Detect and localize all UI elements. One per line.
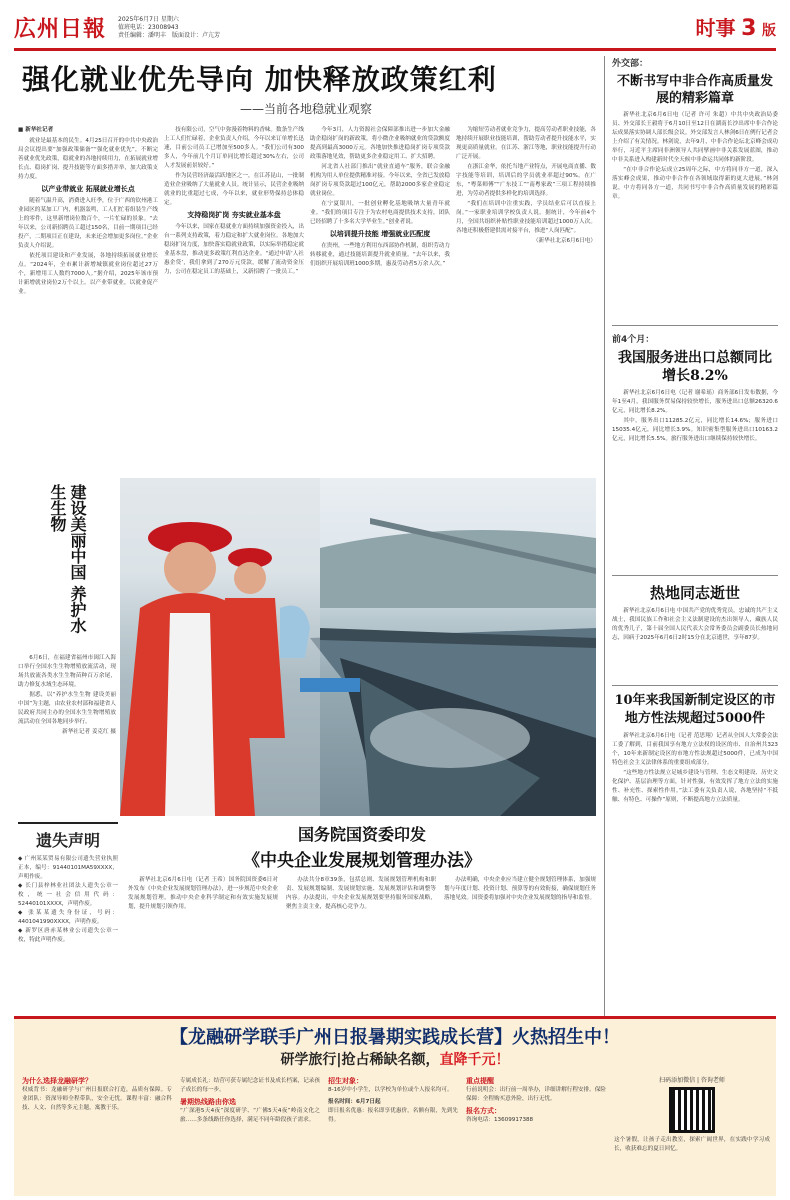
photo-scene [120, 478, 596, 816]
lost-notice [18, 822, 118, 1010]
masthead-meta [118, 16, 318, 40]
ad-block-text: 即日报名优惠：报名即享优惠价，名额有限，先到先得。 [328, 1108, 458, 1123]
article-body [612, 607, 778, 679]
ad-section [14, 1016, 776, 1196]
notice-item: ◆ 广州某某贸易有限公司遗失营业执照正本，编号：91440101MA59XXXX，声明作废。 [18, 856, 118, 880]
qr-label: 扫码添加微信 | 咨询老师 [659, 1077, 725, 1084]
lead-para: 在贵州，一些地方利用东西部协作机制，组织劳动力转移就业，通过技能培训提升就业质量。“去年以来，我们组织开展培训班1000多期，惠及劳动者5万余人次。” [310, 243, 450, 267]
page-number: 3 [741, 16, 757, 41]
ad-slogan [14, 1049, 776, 1069]
ad-block-text: 专属成长礼：结营可获专属纪念证书及成长档案，记录孩子成长的每一步。 [180, 1078, 320, 1093]
notice-item: ◆ 长门县梓林业社团法人遗失公章一枚，统一社会信用代码：52440101XXXX，声明作废。 [18, 883, 118, 907]
guoziwei-column-3 [444, 876, 596, 1010]
editor-credit: 责任编辑：潘明丰 [118, 32, 167, 39]
photo-caption-para: 据悉，以“养护水生生物 建设美丽中国”为主题，由农业农村部和福建省人民政府共同主办的全国水生生物增殖放流活动在全国各地同步举行。 [18, 692, 116, 725]
lead-para: 技有限公司，空气中弥漫着物料的香味。数条生产线上工人们忙碌着，企业负责人介绍，今年以来订单增长迅速，目前公司员工已增加至500多人。“我们公司有300多人，今年前几个月订单同比增长超过30%左右，公司人才发展前景较好。” [164, 127, 304, 169]
lead-para: 在宁夏银川，一批创业孵化基地吸纳大量青年就业。“我们的项目专注于为农村电商提供技术支持，团队已经招聘了十多名大学毕业生。”创业者说。 [310, 201, 450, 225]
article-kicker: 前4个月： [612, 335, 655, 345]
guoziwei-para: 办法明确，中央企业应当建立健全规划管理体系，加强规划与年度计划、投资计划、预算等的有效衔接，确保规划任务落地见效。国资委将加强对中央企业发展规划的指导和监督。 [444, 877, 596, 901]
ad-block-title: 为什么选择龙融研学？ [22, 1077, 92, 1085]
ad-block-notes [466, 1077, 606, 1195]
article-para: 其中，服务出口11285.2亿元，同比增长14.6%；服务进口15035.4亿元，同比增长3.9%。知识密集型服务进出口10163.2亿元，同比增长5.5%。旅行服务进出口继续保持较快增长。 [612, 418, 778, 442]
article-body [612, 389, 778, 569]
ad-block-title: 招生对象： [328, 1077, 363, 1085]
article-body [612, 732, 778, 952]
ad-block-title: 暑期热线路由你选 [180, 1098, 236, 1106]
guoziwei-column-1 [128, 876, 278, 1010]
guoziwei-para: 办法共分8章39条，包括总则、发展规划管理机构和职责、发展规划编制、发展规划实施、发展规划评估和调整等内容。办法提出，中央企业发展规划要坚持服务国家战略，聚焦主责主业，提高核心竞争力。 [286, 877, 436, 910]
ad-contact-phone: 咨询电话：13609917388 [466, 1117, 534, 1123]
lead-para: 随着气温升高，消费进入旺季，位于广西的钦州港工业园区的某加工厂内，机器轰鸣，工人们忙着组装生产线上的零件，这里新增岗位数百个，一片忙碌的景象。“去年以来，公司新招聘员工超过150名，目前一期项目已经投产，二期项目正在建设，未来还会增加更多岗位。”企业负责人介绍说。 [18, 198, 158, 249]
notice-item: ◆ 张某某遗失身份证，号码：4401041990XXXX，声明作废。 [18, 910, 118, 925]
photo-caption-text [18, 654, 116, 814]
lead-para: 作为民营经济最活跃地区之一，在江苏昆山，一批制造业企业吸纳了大量就业人员。统计显示，民营企业吸纳就业的比重超过七成，今年以来，就业形势保持总体稳定。 [164, 173, 304, 206]
article-title: 不断书写中非合作高质量发展的精彩篇章 [616, 74, 773, 106]
lead-subtitle-1: 以产业带就业 拓展就业增长点 [41, 185, 135, 193]
ad-block-text: “广深港5天4夜”深度研学、“广佛5天4夜”岭南文化之旅……多条线路任你选择，满足不同年龄段孩子需求。 [180, 1108, 320, 1123]
ad-qr-area [614, 1075, 770, 1195]
article-para: 新华社北京6月6日电（记者 许可 朱超）中共中央政治局委员、外交部长王毅将于6月10日至12日在湖南长沙出席中非合作论坛成果落实协调人部长级会议。外交部发言人林剑6日在例行记者会上介绍了有关情况。林剑说，去年9月，中非合作论坛北京峰会成功举行，习近平主席同非洲领导人共同擘画中非关系发展蓝图，推动中非关系进入构建新时代全天候中非命运共同体的新阶段。 [612, 112, 778, 163]
lead-subtitle-3: 以培训提升技能 增强就业匹配度 [329, 230, 431, 238]
article-title: 我国服务进出口总额同比增长8.2% [618, 350, 772, 384]
notice-item: ◆ 新罗区唐赤某林业公司遗失公章一枚，特此声明作废。 [18, 928, 118, 943]
lead-column-2 [164, 126, 304, 481]
article-para: 新华社北京6月6日电 中国共产党的优秀党员，忠诚的共产主义战士，我国民族工作和社会主义法制建设的杰出领导人，藏族人民的优秀儿子，第十届全国人民代表大会常务委员会副委员长热地同志，因病于2025年6月6日2时15分在北京逝世，享年87岁。 [612, 608, 778, 641]
ad-banner: 【龙融研学联手广州日报暑期实践成长营】火热招生中！ [170, 1027, 620, 1048]
lead-subheadline: ——当前各地稳就业观察 [240, 102, 373, 116]
ad-slogan-highlight: 直降千元！ [439, 1052, 510, 1068]
qr-code-icon [669, 1087, 715, 1133]
lead-headline: 强化就业优先导向 加快释放政策红利 [22, 63, 497, 96]
ad-block-routes [180, 1077, 320, 1195]
ad-block-title: 重点提醒 [466, 1077, 494, 1085]
ad-block-text: 权威背书：龙融研学与广州日报联合打造，品质有保障。专业团队：资深导师全程带队，安全无忧。课程丰富：融合科技、人文、自然等多元主题，寓教于乐。 [22, 1087, 172, 1111]
news-photo [120, 478, 596, 816]
lead-subtitle-2: 支持稳岗扩岗 夯实就业基本盘 [187, 211, 281, 219]
article-title: 热地同志逝世 [649, 584, 740, 602]
ad-block-date: 报名时间：6月7日起 [328, 1099, 381, 1105]
notice-list [18, 855, 118, 1005]
issue-weekday: 星期六 [160, 16, 179, 23]
lead-para: 就业是最基本的民生。4月25日召开的中共中央政治局会议提出要“加强政策储备”“强化就业优先”，不断完善就业优先政策，稳就业的各地持续用力，在拓展就业增长点、稳岗扩岗、提升技能等方面多措并举，加大政策支持力度。 [18, 138, 158, 180]
photo-caption-box [18, 478, 116, 816]
article-title: 10年来我国新制定设区的市地方性法规超过5000件 [614, 693, 776, 726]
photo-caption-para: 6月6日，在福建省福州市闽江入海口举行全国水生生物增殖放流活动，现场共放流各类水生生物苗种百万余尾，助力修复水域生态环境。 [18, 655, 116, 688]
guoziwei-column-2 [286, 876, 436, 1010]
photo-credit: 新华社记者 姜克红 摄 [62, 729, 116, 735]
issue-date: 2025年6月7日 [118, 16, 159, 23]
article-para: “在中非合作论坛成立25周年之际，中方将同非方一道，深入落实峰会成果，推动中非合作在各领域取得新的更大进展。”林剑说，中方将同各方一道，共同书写中非合作高质量发展的精彩篇章。 [612, 167, 778, 200]
lead-para: 河北省人社部门推出“就业直通车”服务，联合金融机构为用人单位提供精准对接。今年以来，全省已发放稳岗扩岗专项贷款超过100亿元，帮助2000多家企业稳定就业岗位。 [310, 164, 450, 197]
lead-para: 今年以来，国家在稳就业方面持续加强资金投入，出台一系列支持政策，着力稳定和扩大就业岗位。各地加大稳岗扩岗力度，加快落实稳就业政策，以实际举措稳定就业基本盘，推动更多政策红利直达企业。“通过申请‘人社惠企贷’，我们拿到了270万元贷款，缓解了流动资金压力，公司在稳定员工的基础上，又新招聘了一批员工。” [164, 224, 304, 275]
page-suffix: 版 [762, 23, 776, 39]
lead-para: 在浙江金华，依托当地产业特点，开展电商直播、数字技能等培训，培训后的学员就业率超过90%。在广东，“粤菜师傅”“广东技工”“南粤家政”三项工程持续推进，为劳动者提供多样化的培训选择。 [456, 164, 596, 197]
article-kicker: 外交部： [612, 59, 649, 69]
lead-credit: （新华社北京6月6日电） [532, 238, 596, 244]
ad-block-why [22, 1077, 172, 1195]
newspaper-logo: 広州日報 [14, 16, 107, 42]
article-para: 新华社北京6月6日电（记者 谢希瑶）商务部6日发布数据，今年1至4月，我国服务贸易保持较快增长，服务进出口总额26320.6亿元，同比增长8.2%。 [612, 390, 778, 414]
lead-para: 今年3月，人力资源社会保障部推出进一步加大金融助企稳岗扩岗的新政策，将小微企业吸纳就业的贷款额度提高到最高3000万元。各地加快推进稳岗扩岗专项贷款政策落地见效，帮助更多企业稳定用工、扩大招聘。 [310, 127, 450, 160]
lead-column-3 [310, 126, 450, 481]
article-para: 新华社北京6月6日电（记者 范思翔）记者从全国人大常委会法工委了解到，目前我国享有地方立法权的设区的市、自治州共323个，10年来新制定设区的市地方性法规超过5000件，已成为中国特色社会主义法律体系的重要组成部分。 [612, 733, 778, 766]
lead-column-1 [18, 126, 158, 481]
ad-slogan-text: 研学旅行|抢占稀缺名额， [280, 1052, 440, 1068]
lead-column-4 [456, 126, 596, 481]
lead-para: 依托项目建设和产业发展，各地持续拓展就业增长点。“2024年，全市累计新增城镇就业岗位超过27万个，新增用工人数约7000人。”据介绍，2025年该市预计新增就业岗位2万个以上。以产业带就业，以就业促产业。 [18, 253, 158, 295]
right-column [612, 56, 778, 1016]
lead-para: 为缩短劳动者就业竞争力，提高劳动者职业技能，各地持续开展职业技能培训，帮助劳动者提升技能水平，实现更高质量就业。在江苏、浙江等地，职业技能提升行动广泛开展。 [456, 127, 596, 160]
ad-block-title: 报名方式： [466, 1107, 501, 1115]
section-name: 时事 [695, 16, 736, 40]
duty-phone: 值班电话：23008943 [118, 24, 179, 31]
section-label [696, 12, 776, 41]
article-para: “这些地方性法规立足城乡建设与管理、生态文明建设、历史文化保护、基层治理等方面，针对性强，有效发挥了地方立法的实施性、补充性、探索性作用。”法工委有关负责人说，各地坚持“不抵触、有特色、可操作”原则，不断提高地方立法质量。 [612, 770, 778, 803]
guoziwei-headline-2: 《中央企业发展规划管理办法》 [243, 851, 481, 871]
masthead [14, 8, 776, 48]
ad-block-enroll [328, 1077, 458, 1195]
photo-caption-title: 建设美丽中国 养护水生生物 [48, 484, 87, 634]
ad-block-text: 8-16岁中小学生，以学校为单位或个人报名均可。 [328, 1087, 453, 1093]
ad-closing-text: 这个暑假，让孩子走出教室，探索广阔世界，在实践中学习成长，收获难忘的夏日回忆。 [614, 1137, 770, 1152]
article-body [612, 111, 778, 319]
guoziwei-para: 新华社北京6月6日电（记者 王希）国务院国资委6日对外发布《中央企业发展规划管理办法》，进一步规范中央企业发展规划管理，推动中央企业科学制定和有效实施发展规划，提升规划引领作用。 [128, 877, 278, 910]
notice-title: 遗失声明 [35, 831, 100, 850]
lead-para: “我们在培训中注重实践，学员结业后可以直接上岗。”一家职业培训学校负责人说。据统计，今年前4个月，全国共组织补贴性职业技能培训超过1000万人次。各地还积极搭建供需对接平台，推进“人岗匹配”。 [456, 201, 596, 234]
designer-credit: 版面设计：卢亢芳 [172, 32, 221, 39]
guoziwei-headline-1: 国务院国资委印发 [297, 825, 426, 844]
ad-block-text: 行前说明会：出行前一周举办，详细讲解行程安排。保险保障：全程购买意外险，出行无忧。 [466, 1087, 606, 1102]
lead-byline: ■ 新华社记者 [18, 127, 54, 133]
